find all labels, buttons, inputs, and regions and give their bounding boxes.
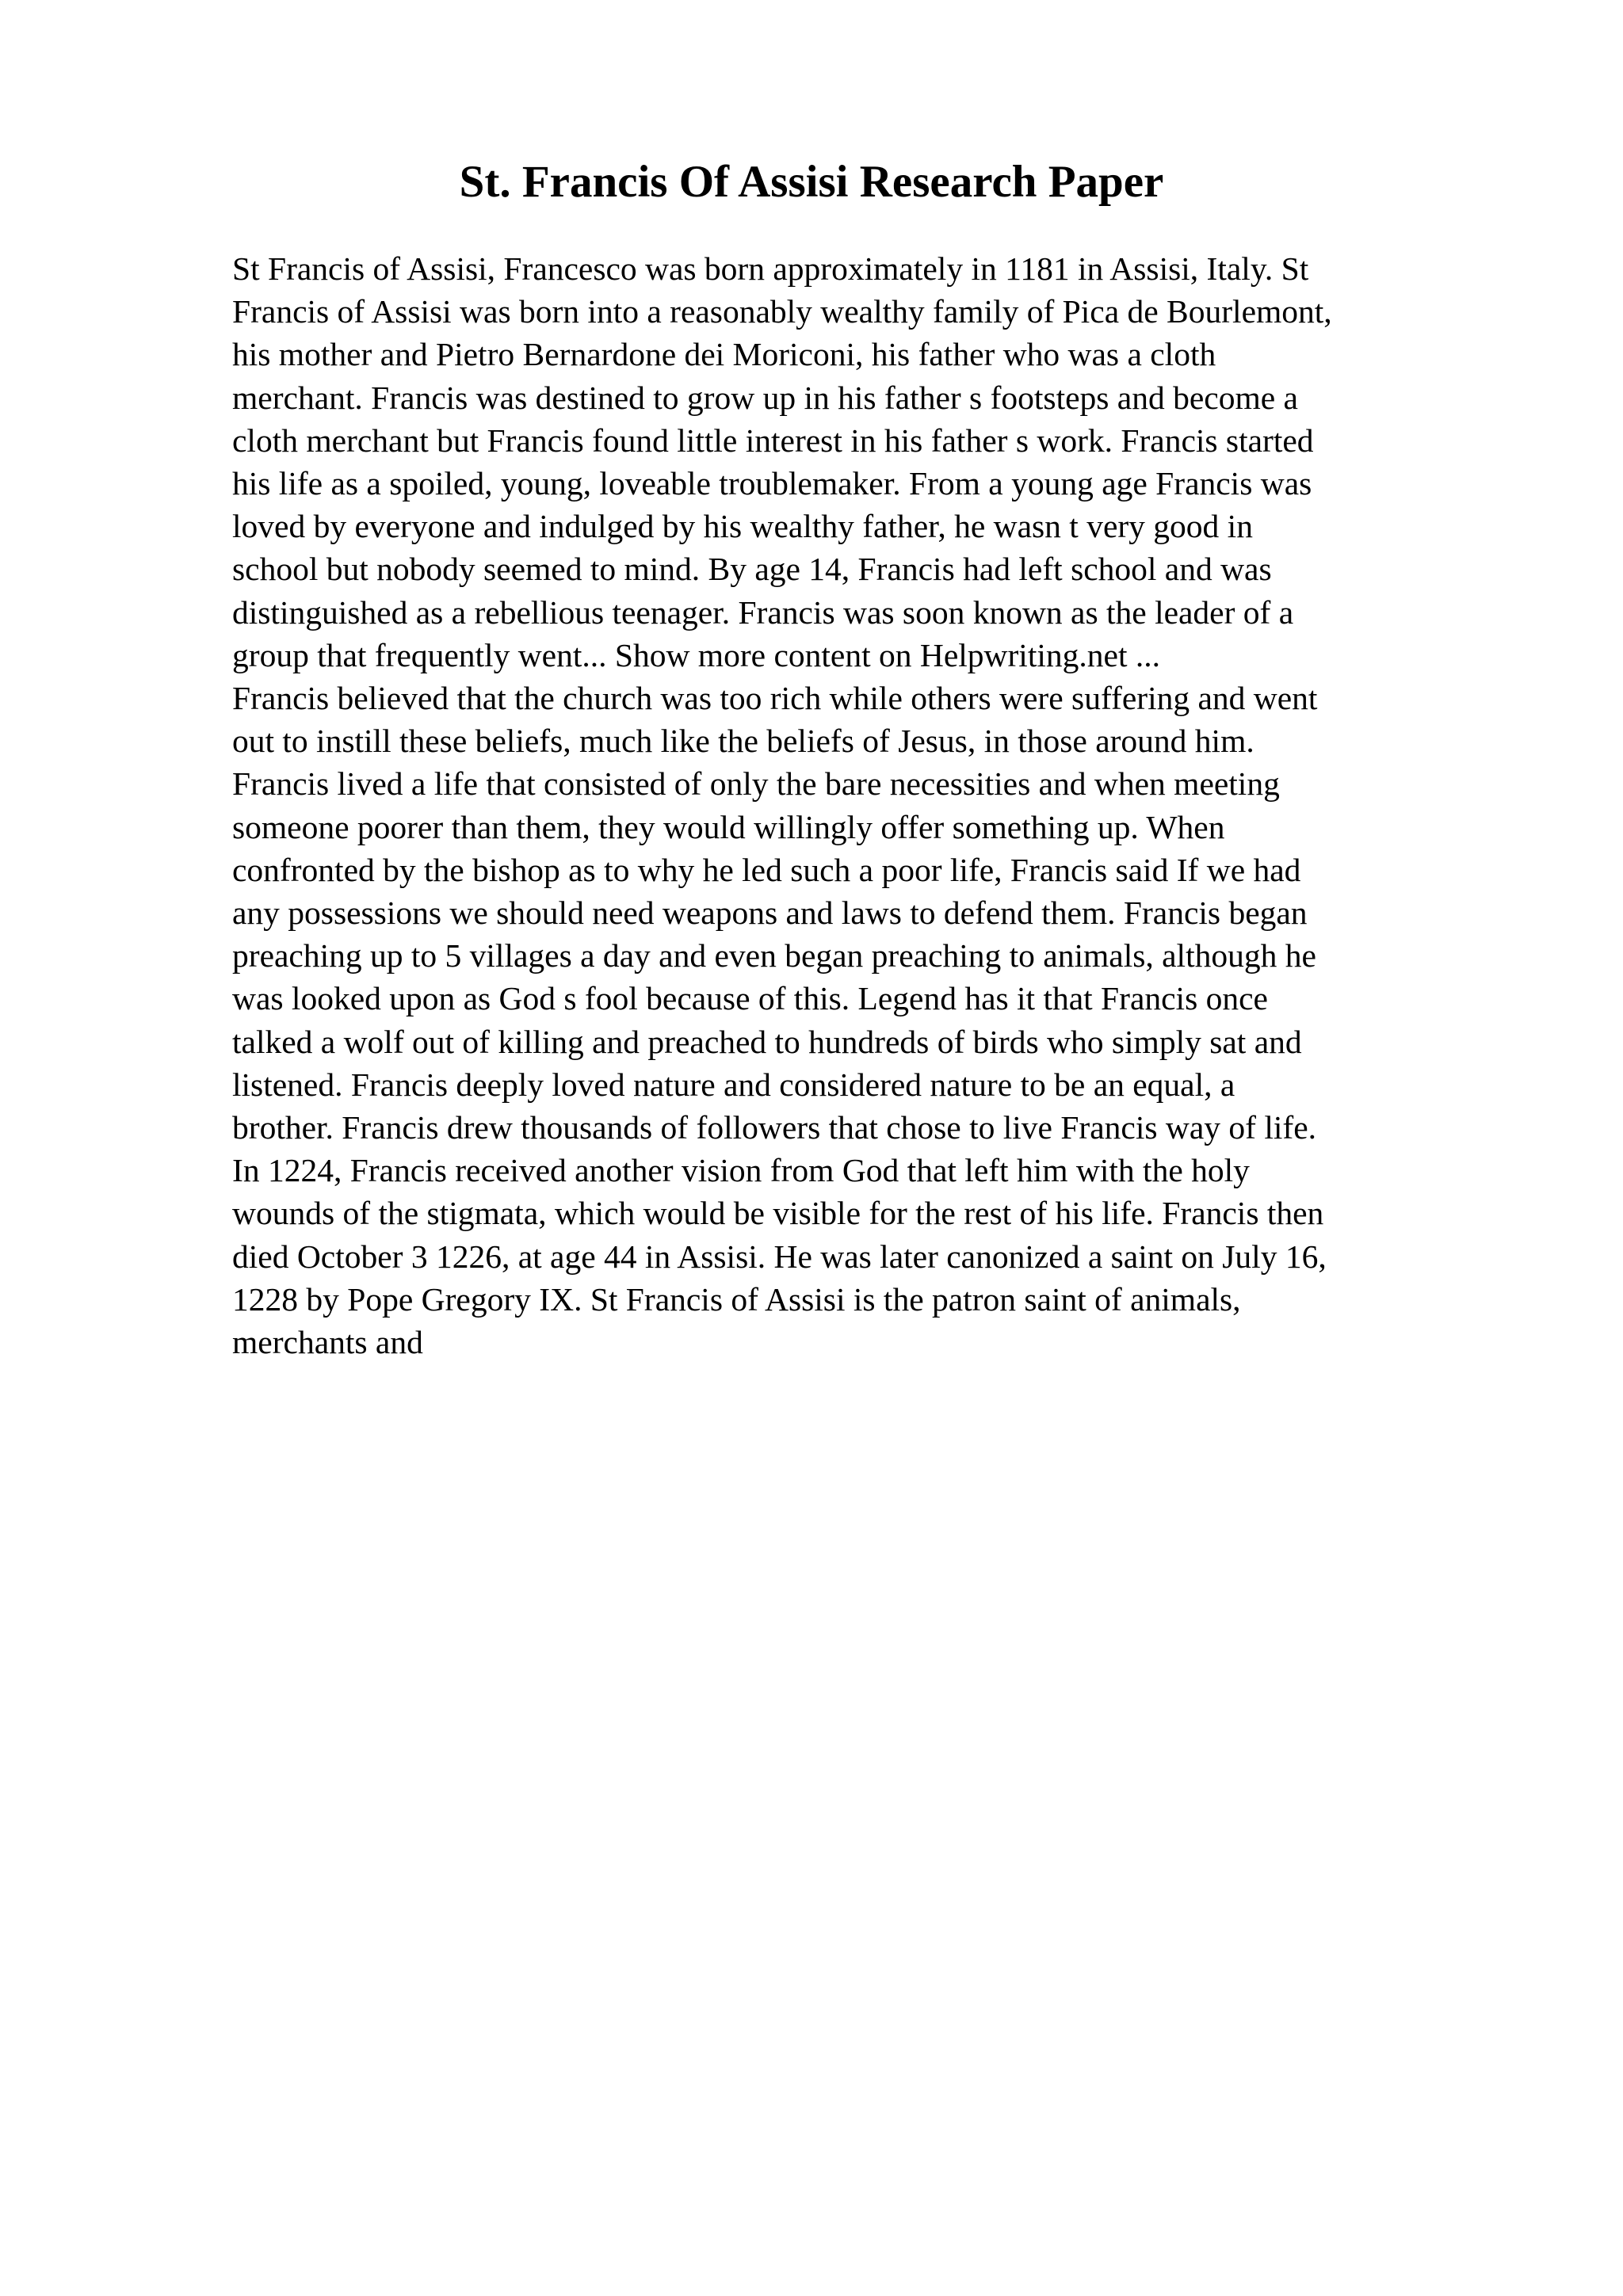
body-line: loved by everyone and indulged by his wealthy father, he wasn t very good in <box>232 508 1253 545</box>
document-body <box>232 247 1500 1363</box>
body-line: someone poorer than them, they would willingly offer something up. When <box>232 808 1225 845</box>
body-line: any possessions we should need weapons and laws to defend them. Francis began <box>232 894 1308 932</box>
body-line: cloth merchant but Francis found little interest in his father s work. Francis started <box>232 421 1314 459</box>
body-line: St Francis of Assisi, Francesco was born approximately in 1181 in Assisi, Italy. St <box>232 250 1309 287</box>
body-line: confronted by the bishop as to why he led such a poor life, Francis said If we had <box>232 851 1301 888</box>
body-line: wounds of the stigmata, which would be visible for the rest of his life. Francis then <box>232 1195 1324 1232</box>
body-line: was looked upon as God s fool because of this. Legend has it that Francis once <box>232 980 1268 1017</box>
body-line: merchants and <box>232 1324 423 1361</box>
body-line: 1228 by Pope Gregory IX. St Francis of Assisi is the patron saint of animals, <box>232 1280 1241 1318</box>
body-line: merchant. Francis was destined to grow up in his father s footsteps and become a <box>232 379 1298 416</box>
body-line: preaching up to 5 villages a day and even began preaching to animals, although he <box>232 937 1316 974</box>
body-line: his mother and Pietro Bernardone dei Moriconi, his father who was a cloth <box>232 336 1216 373</box>
body-line: school but nobody seemed to mind. By age 14, Francis had left school and was <box>232 551 1272 588</box>
body-line: Francis believed that the church was too rich while others were suffering and went <box>232 680 1318 717</box>
body-line: Francis of Assisi was born into a reasonably wealthy family of Pica de Bourlemont, <box>232 293 1332 330</box>
body-line: talked a wolf out of killing and preached to hundreds of birds who simply sat and <box>232 1023 1302 1060</box>
body-line: listened. Francis deeply loved nature and considered nature to be an equal, a <box>232 1066 1235 1103</box>
body-line: group that frequently went... Show more content on Helpwriting.net ... <box>232 636 1160 673</box>
body-line: distinguished as a rebellious teenager. Francis was soon known as the leader of a <box>232 593 1294 631</box>
body-line: died October 3 1226, at age 44 in Assisi. He was later canonized a saint on July 16, <box>232 1238 1327 1275</box>
body-line: his life as a spoiled, young, loveable troublemaker. From a young age Francis was <box>232 465 1312 502</box>
body-line: Francis lived a life that consisted of only the bare necessities and when meeting <box>232 765 1280 803</box>
body-line: In 1224, Francis received another vision from God that left him with the holy <box>232 1152 1250 1189</box>
body-line: out to instill these beliefs, much like the beliefs of Jesus, in those around him. <box>232 723 1254 760</box>
document-title: St. Francis Of Assisi Research Paper <box>459 157 1164 207</box>
body-line: brother. Francis drew thousands of followers that chose to live Francis way of life. <box>232 1109 1317 1146</box>
